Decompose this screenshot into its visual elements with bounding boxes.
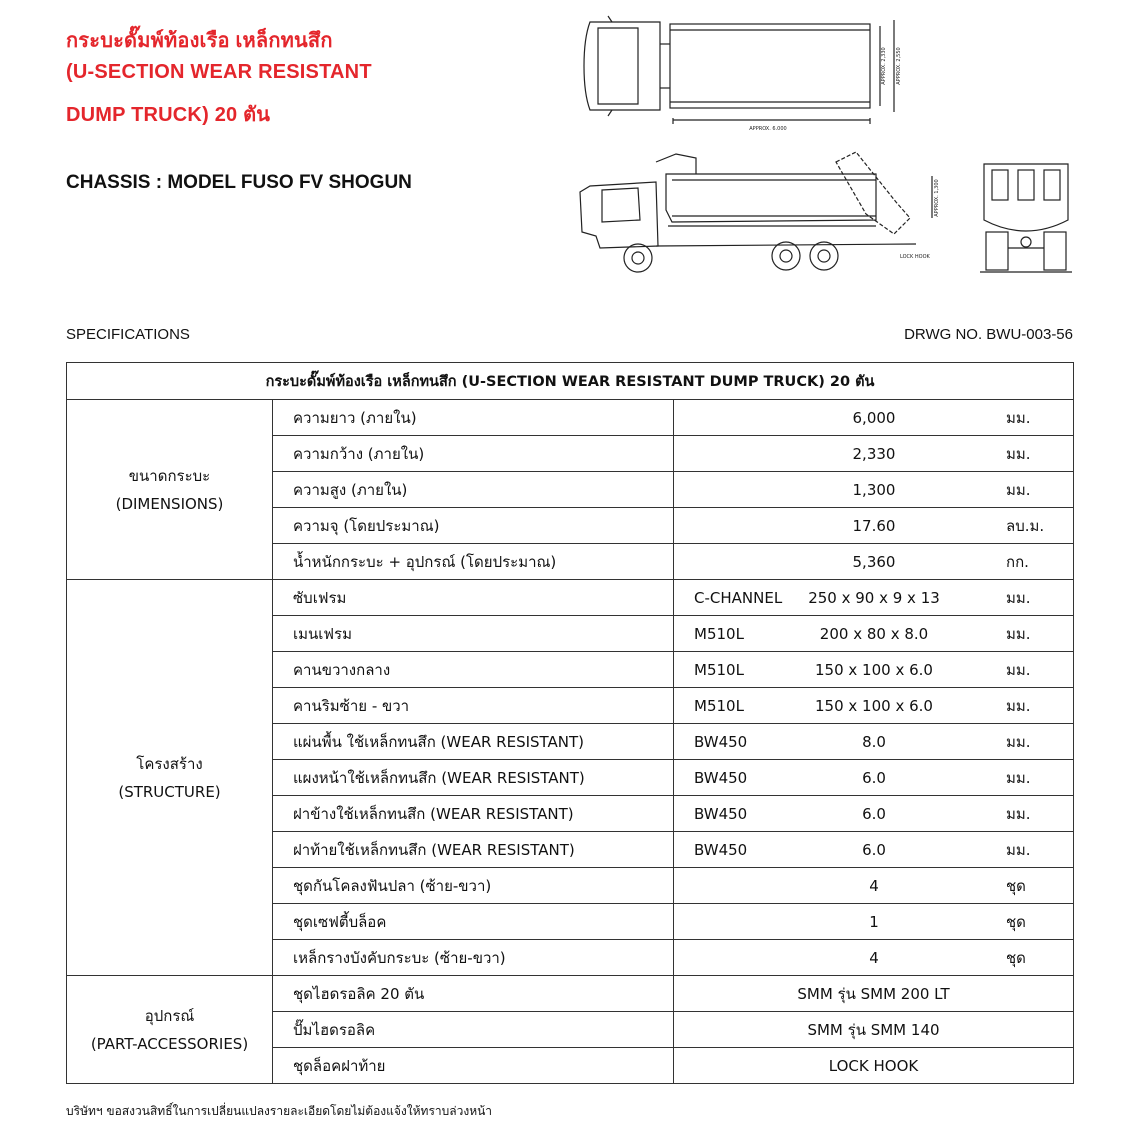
value: 6,000 (852, 408, 896, 427)
unit: มม. (1006, 696, 1031, 715)
unit: ชุด (1006, 876, 1026, 895)
dim-height-label: APPROX. 1,300 (934, 179, 940, 217)
item-label: ชุดล็อคฝาท้าย (273, 1048, 674, 1084)
item-label: น้ำหนักกระบะ + อุปกรณ์ (โดยประมาณ) (273, 544, 674, 580)
unit: มม. (1006, 480, 1031, 499)
value-cell (674, 976, 1074, 1012)
item-label: คานริมซ้าย - ขวา (273, 688, 674, 724)
table-row (67, 976, 1074, 1012)
value: 2,330 (852, 444, 896, 463)
value-cell (674, 688, 1074, 724)
unit: มม. (1006, 408, 1031, 427)
footnote: บริษัทฯ ขอสงวนสิทธิ์ในการเปลี่ยนแปลงรายละเอียดโดยไม่ต้องแจ้งให้ทราบล่วงหน้า (66, 1104, 493, 1118)
value-cell (674, 1012, 1074, 1048)
item-label: คานขวางกลาง (273, 652, 674, 688)
item-label: ชุดไฮดรอลิค 20 ตัน (273, 976, 674, 1012)
unit: ชุด (1006, 912, 1026, 931)
value: LOCK HOOK (828, 1056, 919, 1075)
value-cell (674, 904, 1074, 940)
item-label: ความจุ (โดยประมาณ) (273, 508, 674, 544)
value: SMM รุ่น SMM 140 (807, 1020, 940, 1039)
value-cell (674, 544, 1074, 580)
value-cell (674, 508, 1074, 544)
value: 4 (869, 876, 879, 895)
specifications-label: SPECIFICATIONS (66, 326, 190, 343)
value: 250 x 90 x 9 x 13 (808, 588, 940, 607)
unit: มม. (1006, 624, 1031, 643)
material-code: M510L (694, 696, 744, 715)
category-accessories (67, 976, 273, 1084)
value-cell (674, 652, 1074, 688)
item-label: ความสูง (ภายใน) (273, 472, 674, 508)
unit: มม. (1006, 840, 1031, 859)
value-cell (674, 796, 1074, 832)
value-cell (674, 760, 1074, 796)
unit: มม. (1006, 732, 1031, 751)
value: 150 x 100 x 6.0 (815, 696, 933, 715)
material-code: BW450 (694, 840, 748, 859)
value: 8.0 (862, 732, 886, 751)
value: 6.0 (862, 840, 886, 859)
table-header-row (67, 363, 1074, 400)
material-code: M510L (694, 624, 744, 643)
material-code: C-CHANNEL (694, 588, 783, 607)
material-code: BW450 (694, 804, 748, 823)
category-label-en: (STRUCTURE) (118, 782, 221, 801)
lock-hook-label: LOCK HOOK (900, 254, 930, 260)
item-label: แผ่นพื้น ใช้เหล็กทนสึก (WEAR RESISTANT) (273, 724, 674, 760)
category-label-th: อุปกรณ์ (144, 1006, 195, 1025)
item-label: แผงหน้าใช้เหล็กทนสึก (WEAR RESISTANT) (273, 760, 674, 796)
chassis-model: CHASSIS : MODEL FUSO FV SHOGUN (66, 172, 412, 193)
table-header: กระบะดั๊มพ์ท้องเรือ เหล็กทนสึก (U-SECTION WEAR RESISTANT DUMP TRUCK) 20 ตัน (67, 363, 1074, 400)
value: 4 (869, 948, 879, 967)
truck-rear-view-drawing (978, 160, 1074, 276)
unit: มม. (1006, 660, 1031, 679)
item-label: ฝาท้ายใช้เหล็กทนสึก (WEAR RESISTANT) (273, 832, 674, 868)
value-cell (674, 1048, 1074, 1084)
title-line-2: (U-SECTION WEAR RESISTANT (66, 61, 372, 83)
item-label: ซับเฟรม (273, 580, 674, 616)
unit: ชุด (1006, 948, 1026, 967)
category-label-th: โครงสร้าง (136, 754, 203, 773)
dim-length-label: APPROX. 6,000 (749, 126, 787, 130)
item-label: ชุดเซฟตี้บล็อค (273, 904, 674, 940)
truck-top-view-drawing (578, 14, 928, 130)
item-label: ฝาข้างใช้เหล็กทนสึก (WEAR RESISTANT) (273, 796, 674, 832)
spec-table (66, 362, 1074, 1084)
item-label: ปั๊มไฮดรอลิค (273, 1012, 674, 1048)
table-row (67, 400, 1074, 436)
unit: มม. (1006, 768, 1031, 787)
item-label: ชุดกันโคลงฟันปลา (ซ้าย-ขวา) (273, 868, 674, 904)
value: SMM รุ่น SMM 200 LT (797, 984, 950, 1003)
value-cell (674, 436, 1074, 472)
value: 6.0 (862, 768, 886, 787)
category-structure (67, 580, 273, 976)
value-cell (674, 400, 1074, 436)
category-dimensions (67, 400, 273, 580)
category-label-th: ขนาดกระบะ (128, 466, 211, 485)
unit: กก. (1006, 552, 1029, 571)
value-cell (674, 472, 1074, 508)
dim-width1-label: APPROX. 2,330 (881, 47, 887, 85)
value: 150 x 100 x 6.0 (815, 660, 933, 679)
category-label-en: (DIMENSIONS) (115, 494, 224, 513)
material-code: BW450 (694, 768, 748, 787)
value-cell (674, 940, 1074, 976)
material-code: M510L (694, 660, 744, 679)
drawing-number: DRWG NO. BWU-003-56 (904, 326, 1073, 343)
value: 17.60 (852, 516, 896, 535)
item-label: ความกว้าง (ภายใน) (273, 436, 674, 472)
title-line-3: DUMP TRUCK) 20 ตัน (66, 104, 271, 126)
item-label: เหล็กรางบังคับกระบะ (ซ้าย-ขวา) (273, 940, 674, 976)
value-cell (674, 616, 1074, 652)
value: 1 (869, 912, 879, 931)
item-label: ความยาว (ภายใน) (273, 400, 674, 436)
category-label-en: (PART-ACCESSORIES) (90, 1034, 249, 1053)
unit: ลบ.ม. (1006, 516, 1045, 535)
unit: มม. (1006, 804, 1031, 823)
truck-side-view-drawing (576, 146, 948, 280)
item-label: เมนเฟรม (273, 616, 674, 652)
dim-width2-label: APPROX. 2,550 (896, 47, 902, 85)
value: 6.0 (862, 804, 886, 823)
value: 5,360 (852, 552, 896, 571)
value-cell (674, 868, 1074, 904)
value-cell (674, 832, 1074, 868)
table-row (67, 580, 1074, 616)
value-cell (674, 724, 1074, 760)
value: 1,300 (852, 480, 896, 499)
value-cell (674, 580, 1074, 616)
title-line-1: กระบะดั๊มพ์ท้องเรือ เหล็กทนสึก (66, 30, 333, 52)
unit: มม. (1006, 588, 1031, 607)
unit: มม. (1006, 444, 1031, 463)
material-code: BW450 (694, 732, 748, 751)
value: 200 x 80 x 8.0 (819, 624, 929, 643)
